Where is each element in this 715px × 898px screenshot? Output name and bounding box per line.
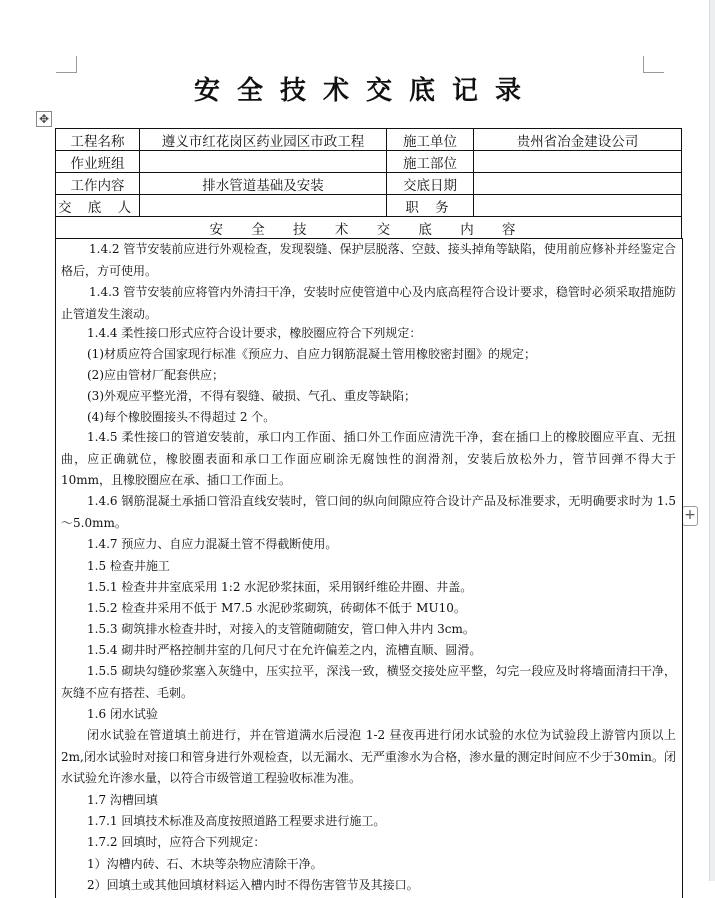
add-button-icon[interactable]: +	[682, 506, 698, 526]
department-label: 施工部位	[387, 151, 474, 173]
project-name-value[interactable]: 遵义市红花岗区药业园区市政工程	[140, 129, 387, 151]
list-item: (1)材质应符合国家现行标准《预应力、自应力钢筋混凝土管用橡胶密封圈》的规定；	[87, 347, 537, 361]
list-item: (3)外观应平整光滑，不得有裂缝、破损、气孔、重皮等缺陷；	[87, 389, 417, 403]
list-item: (2)应由管材厂配套供应；	[87, 368, 224, 382]
construction-unit-value[interactable]: 贵州省冶金建设公司	[474, 129, 682, 151]
table-row	[56, 195, 682, 217]
presenter-value[interactable]	[140, 195, 387, 217]
team-label: 作业班组	[56, 151, 140, 173]
list-item: 2）回填土或其他回填材料运入槽内时不得伤害管节及其接口。	[87, 878, 419, 892]
paragraph: 1.5.3 砌筑排水检查井时，对接入的支管随砌随安，管口伸入井内 3cm。	[87, 622, 475, 636]
work-content-label: 工作内容	[56, 173, 140, 195]
paragraph: 1.5.1 检查井井室底采用 1:2 水泥砂浆抹面，采用钢纤维砼井圈、井盖。	[87, 580, 473, 594]
paragraph: 1.4.2 管节安装前应进行外观检查，发现裂缝、保护层脱落、空鼓、接头掉角等缺陷，使用前应修补并经鉴定合格后，方可使用。	[61, 242, 676, 278]
content-area[interactable]	[55, 238, 683, 898]
section-heading: 1.6 闭水试验	[87, 707, 158, 721]
date-value[interactable]	[474, 173, 682, 195]
paragraph: 闭水试验在管道填土前进行，并在管道满水后浸泡 1-2 昼夜再进行闭水试验的水位为试验段上游管内顶以上 2m,闭水试验时对接口和管身进行外观检查，以无漏水、无严重渗水为合格，渗水量的测定时间应不少于30min。闭水试验允许渗水量，以符合市级管道工程验收标准为准。	[61, 728, 676, 785]
paragraph: 1.5.2 检查井采用不低于 M7.5 水泥砂浆砌筑，砖砌体不低于 MU10。	[87, 601, 466, 615]
scrollbar-edge[interactable]	[709, 0, 715, 881]
date-label: 交底日期	[387, 173, 474, 195]
page-title: 安全技术交底记录	[193, 76, 538, 106]
table-row	[56, 129, 682, 151]
paragraph: 1.4.6 钢筋混凝土承插口管沿直线安装时，管口间的纵向间隙应符合设计产品及标准要求，无明确要求时为 1.5～5.0mm。	[61, 494, 676, 530]
table-row	[56, 151, 682, 173]
construction-unit-label: 施工单位	[387, 129, 474, 151]
table-move-handle-icon[interactable]: ✥	[36, 111, 52, 127]
paragraph: 1.5.4 砌井时严格控制井室的几何尺寸在允许偏差之内，流槽直顺、圆滑。	[87, 643, 482, 657]
project-name-label: 工程名称	[56, 129, 140, 151]
section-heading: 1.5 检查井施工	[87, 559, 170, 573]
section-title: 安 全 技 术 交 底 内 容	[56, 217, 682, 239]
paragraph: 1.4.5 柔性接口的管道安装前，承口内工作面、插口外工作面应清洗干净，套在插口上的橡胶圈应平直、无扭曲，应正确就位，橡胶圈表面和承口工作面应刷涂无腐蚀性的润滑剂，安装后放松外力，管节回弹不得大于 10mm，且橡胶圈应在承、插口工作面上。	[61, 430, 676, 487]
table-row	[56, 173, 682, 195]
team-value[interactable]	[140, 151, 387, 173]
paragraph: 1.4.7 预应力、自应力混凝土管不得截断使用。	[87, 537, 338, 551]
work-content-value[interactable]: 排水管道基础及安装	[140, 173, 387, 195]
table-row	[56, 217, 682, 239]
list-item: (4)每个橡胶圈接头不得超过 2 个。	[87, 410, 276, 424]
paragraph: 1.4.3 管节安装前应将管内外清扫干净，安装时应使管道中心及内底高程符合设计要求，稳管时必须采取措施防止管道发生滚动。	[61, 285, 676, 321]
list-item: 1）沟槽内砖、石、木块等杂物应清除干净。	[87, 857, 323, 871]
paragraph: 1.7.1 回填技术标准及高度按照道路工程要求进行施工。	[87, 814, 386, 828]
paragraph: 1.5.5 砌块勾缝砂浆塞入灰缝中，压实拉平，深浅一致，横竖交接处应平整，勾完一段应及时将墙面清扫干净，灰缝不应有搭茬、毛刺。	[61, 664, 676, 700]
position-value[interactable]	[474, 195, 682, 217]
presenter-label: 交 底 人	[56, 195, 140, 217]
paragraph: 1.7.2 回填时，应符合下列规定：	[87, 835, 266, 849]
position-label: 职 务	[387, 195, 474, 217]
section-heading: 1.7 沟槽回填	[87, 793, 158, 807]
department-value[interactable]	[474, 151, 682, 173]
info-table	[55, 128, 682, 239]
paragraph: 1.4.4 柔性接口形式应符合设计要求，橡胶圈应符合下列规定：	[87, 326, 422, 340]
